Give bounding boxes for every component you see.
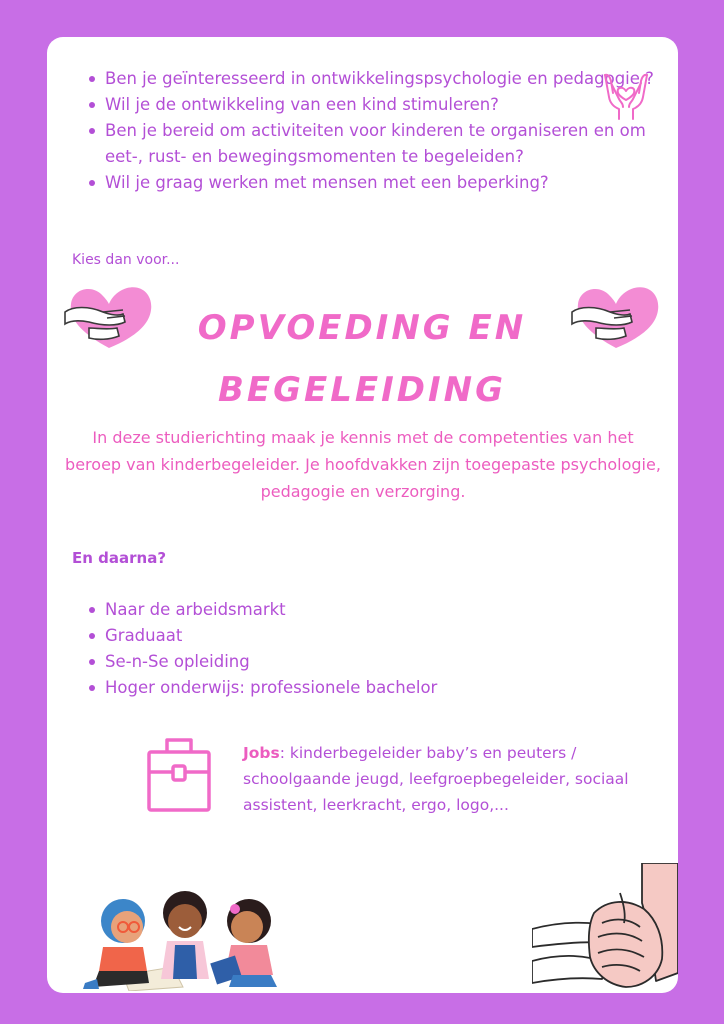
page-title <box>147 297 577 421</box>
jobs-label: Jobs <box>243 744 280 762</box>
list-item: Ben je geïnteresseerd in ontwikkelingspsychologie en pedagogie ? <box>105 66 675 92</box>
briefcase-icon <box>145 734 213 818</box>
jobs-description: : kinderbegeleider baby’s en peuters / schoolgaande jeugd, leefgroepbegeleider, sociaal assistent, leerkracht, ergo, logo,... <box>243 744 629 814</box>
jobs-text <box>243 740 663 818</box>
hands-heart-icon <box>599 69 653 123</box>
list-item: Wil je de ontwikkeling van een kind stimuleren? <box>105 92 675 118</box>
hugging-heart-icon <box>570 282 662 352</box>
children-illustration <box>63 875 293 991</box>
list-item: Se-n-Se opleiding <box>105 649 437 675</box>
list-item: Hoger onderwijs: professionele bachelor <box>105 675 437 701</box>
question-list <box>105 66 675 196</box>
title-line: OPVOEDING EN <box>197 308 527 348</box>
intro-text: In deze studierichting maak je kennis met de competenties van het beroep van kinderbegeleider. Je hoofdvakken zijn toegepaste psychologie, pedagogie en verzorging. <box>65 428 661 501</box>
kies-label: Kies dan voor... <box>72 252 180 268</box>
list-item: Naar de arbeidsmarkt <box>105 597 437 623</box>
daarna-heading: En daarna? <box>72 549 167 567</box>
list-item: Graduaat <box>105 623 437 649</box>
hugging-heart-icon <box>63 282 155 352</box>
stacked-hands-illustration <box>532 863 678 993</box>
options-list <box>105 597 437 701</box>
poster-card <box>47 37 678 993</box>
title-line: BEGELEIDING <box>217 370 507 410</box>
list-item: Wil je graag werken met mensen met een beperking? <box>105 170 675 196</box>
list-item: Ben je bereid om activiteiten voor kinderen te organiseren en om eet-, rust- en bewegingsmomenten te begeleiden? <box>105 118 675 170</box>
